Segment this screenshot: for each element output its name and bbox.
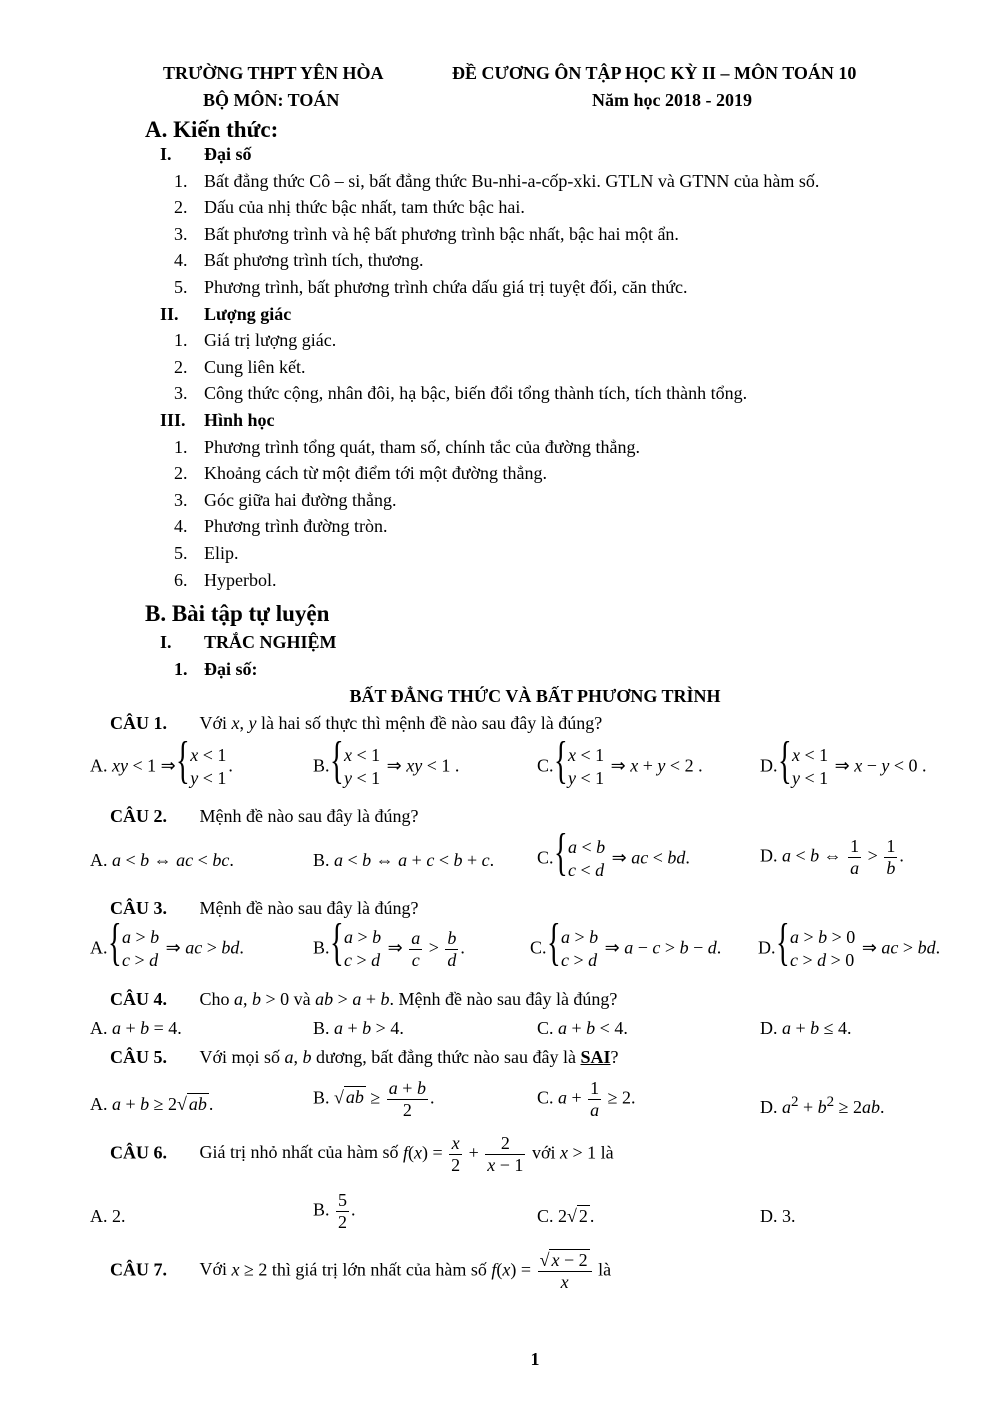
question-4: CÂU 4. Cho a, b > 0 và ab > a + b. Mệnh đề nào sau đây là đúng? — [110, 989, 618, 1009]
question-3: CÂU 3. Mệnh đề nào sau đây là đúng? — [110, 898, 419, 918]
q4-option-b: B. a + b > 4. — [313, 1018, 404, 1038]
q1-option-d: D. { x < 1 y < 1 ⇒ x − y < 0 . — [760, 744, 927, 791]
q5-option-d: D. $a^2 + b^2 \ge 2ab$. — [760, 1094, 885, 1117]
q3-option-d: D. { a > b > 0 c > d > 0 ⇒ ac > bd. — [758, 926, 940, 973]
school-year: Năm học 2018 - 2019 — [592, 90, 752, 110]
outline-item-number: 2. — [174, 197, 188, 217]
question-label: CÂU 5. — [110, 1047, 167, 1067]
section-a-heading: A. Kiến thức: — [145, 117, 279, 142]
section-b-roman: I. — [160, 632, 172, 652]
q5-option-c: C. a + $\frac{1}{a}$ ≥ 2. — [537, 1078, 636, 1120]
question-1: CÂU 1. Với x, y là hai số thực thì mệnh đề nào sau đây là đúng? — [110, 713, 603, 733]
outline-item: Phương trình tổng quát, tham số, chính tắc của đường thẳng. — [204, 437, 640, 457]
outline-item: Hyperbol. — [204, 570, 277, 590]
outline-item-number: 1. — [174, 171, 188, 191]
question-6: CÂU 6. Giá trị nhỏ nhất của hàm số f(x) = $\frac{x}{2}$ + $\frac{2}{x - 1}$ với x > 1 là — [110, 1133, 614, 1175]
outline-item: Phương trình đường tròn. — [204, 516, 388, 536]
outline-roman: II. — [160, 304, 179, 324]
outline-item-number: 3. — [174, 490, 188, 510]
q6-option-d: D. 3. — [760, 1206, 796, 1226]
question-5: CÂU 5. Với mọi số a, b dương, bất đẳng thức nào sau đây là SAI? — [110, 1047, 619, 1067]
outline-item: Khoảng cách từ một điểm tới một đường thẳng. — [204, 463, 547, 483]
q3-option-a: A. { a > b c > d ⇒ ac > bd. — [90, 926, 244, 973]
q5-option-b: B. √ ab ≥ $\frac{a + b}{2}$ . — [313, 1078, 435, 1120]
part-title: Đại số: — [204, 659, 258, 679]
outline-roman: I. — [160, 144, 172, 164]
outline-item: Bất phương trình và hệ bất phương trình bậc nhất, bậc hai một ẩn. — [204, 224, 679, 244]
q4-option-d: D. a + b ≤ 4. — [760, 1018, 852, 1038]
question-label: CÂU 7. — [110, 1259, 167, 1280]
q6-option-a: A. 2. — [90, 1206, 126, 1226]
q1-option-b: B. { x < 1 y < 1 ⇒ xy < 1 . — [313, 744, 459, 791]
q2-option-d: D. a < b ⇔ $\frac{1}{a}$ > $\frac{1}{b}$ . — [760, 836, 904, 878]
outline-item-number: 2. — [174, 463, 188, 483]
outline-item: Cung liên kết. — [204, 357, 306, 377]
section-b-heading: B. Bài tập tự luyện — [145, 601, 330, 626]
outline-item-number: 2. — [174, 357, 188, 377]
q3-option-c: C. { a > b c > d ⇒ a − c > b − d. — [530, 926, 721, 973]
q1-option-c: C. { x < 1 y < 1 ⇒ x + y < 2 . — [537, 744, 703, 791]
outline-item-number: 5. — [174, 543, 188, 563]
outline-group-title: Đại số — [204, 144, 252, 164]
q3-option-b: B. { a > b c > d ⇒ $\frac{a}{c}$ > $\frac{b}{d}$ . — [313, 926, 465, 973]
q2-option-a: A. a < b ⇔ ac < bc. — [90, 850, 234, 870]
topic-heading: BẤT ĐẲNG THỨC VÀ BẤT PHƯƠNG TRÌNH — [349, 686, 721, 706]
outline-item: Dấu của nhị thức bậc nhất, tam thức bậc hai. — [204, 197, 525, 217]
page-number: 1 — [530, 1349, 540, 1369]
outline-item: Elip. — [204, 543, 239, 563]
q4-option-a: A. a + b = 4. — [90, 1018, 182, 1038]
outline-item: Công thức cộng, nhân đôi, hạ bậc, biến đổi tổng thành tích, tích thành tổng. — [204, 383, 748, 403]
question-label: CÂU 6. — [110, 1142, 167, 1163]
outline-item-number: 4. — [174, 250, 188, 270]
outline-item-number: 6. — [174, 570, 188, 590]
q1-option-a: A. xy < 1 ⇒ { x < 1 y < 1 . — [90, 744, 233, 791]
q6-option-c: C. 2√ 2 . — [537, 1206, 595, 1226]
q4-option-c: C. a + b < 4. — [537, 1018, 628, 1038]
outline-group-title: Lượng giác — [204, 304, 292, 324]
section-b-subtitle: TRẮC NGHIỆM — [204, 632, 337, 652]
question-label: CÂU 4. — [110, 989, 167, 1009]
outline-item-number: 1. — [174, 437, 188, 457]
document-title: ĐỀ CƯƠNG ÔN TẬP HỌC KỲ II – MÔN TOÁN 10 — [452, 63, 857, 83]
part-number: 1. — [174, 659, 188, 679]
outline-item-number: 3. — [174, 383, 188, 403]
school-name: TRƯỜNG THPT YÊN HÒA — [163, 63, 384, 83]
outline-item-number: 4. — [174, 516, 188, 536]
outline-item-number: 1. — [174, 330, 188, 350]
question-label: CÂU 1. — [110, 713, 167, 733]
outline-item: Bất đẳng thức Cô – si, bất đẳng thức Bu-nhi-a-cốp-xki. GTLN và GTNN của hàm số. — [204, 171, 820, 191]
question-label: CÂU 3. — [110, 898, 167, 918]
outline-roman: III. — [160, 410, 186, 430]
emphasis-false: SAI — [580, 1047, 611, 1067]
outline-item: Góc giữa hai đường thẳng. — [204, 490, 397, 510]
question-label: CÂU 2. — [110, 806, 167, 826]
question-7: CÂU 7. Với x ≥ 2 thì giá trị lớn nhất của hàm số f(x) = $\frac{√ x - 2}{x}$ là — [110, 1250, 612, 1292]
outline-item: Phương trình, bất phương trình chứa dấu giá trị tuyệt đối, căn thức. — [204, 277, 688, 297]
department-name: BỘ MÔN: TOÁN — [203, 90, 340, 110]
outline-item: Giá trị lượng giác. — [204, 330, 337, 350]
outline-item-number: 3. — [174, 224, 188, 244]
question-2: CÂU 2. Mệnh đề nào sau đây là đúng? — [110, 806, 419, 826]
q5-option-a: A. a + b ≥ 2√ ab . — [90, 1094, 214, 1114]
q2-option-b: B. a < b ⇔ a + c < b + c. — [313, 850, 495, 870]
outline-item-number: 5. — [174, 277, 188, 297]
q6-option-b: B. $\frac{5}{2}$ . — [313, 1190, 356, 1232]
outline-group-title: Hình học — [204, 410, 275, 430]
q2-option-c: C. { a < b c < d ⇒ ac < bd. — [537, 836, 690, 883]
outline-item: Bất phương trình tích, thương. — [204, 250, 424, 270]
